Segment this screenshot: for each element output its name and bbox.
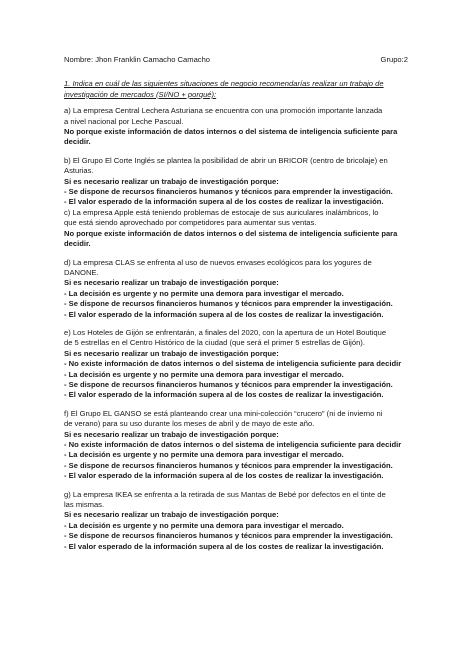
situation-line: de 5 estrellas en el Centro Histórico de la ciudad (que será el primer 5 estrellas de Gijón). bbox=[64, 338, 365, 348]
answer-line: Si es necesario realizar un trabajo de investigación porque: bbox=[64, 176, 279, 186]
answer-line: - No existe información de datos internos o del sistema de inteligencia suficiente para decidir bbox=[64, 440, 402, 449]
answer-paragraph bbox=[64, 106, 414, 148]
answer-line: Si es necesario realizar un trabajo de investigación porque: bbox=[64, 278, 279, 288]
answer-line: - La decisión es urgente y no permite una demora para investigar el mercado. bbox=[64, 369, 344, 379]
answer-paragraph bbox=[64, 258, 414, 320]
answer-line: No porque existe información de datos internos o del sistema de inteligencia suficiente para bbox=[64, 127, 398, 137]
answer-line: - La decisión es urgente y no permite una demora para investigar el mercado. bbox=[64, 450, 344, 460]
answer-line: Si es necesario realizar un trabajo de investigación porque: bbox=[64, 510, 279, 520]
answer-line: - Se dispone de recursos financieros humanos y técnicos para emprender la investigación. bbox=[64, 299, 393, 309]
group-label: Grupo:2 bbox=[380, 55, 408, 64]
situation-line: g) La empresa IKEA se enfrenta a la retirada de sus Mantas de Bebé por defectos en el tinte de bbox=[64, 489, 386, 499]
answer-line: - El valor esperado de la información supera al de los costes de realizar la investigación. bbox=[64, 471, 384, 481]
situation-line: c) La empresa Apple está teniendo problemas de estocaje de sus auriculares inalámbricos, lo bbox=[64, 207, 379, 217]
situation-line: de verano) para su uso durante los meses de abril y de mayo de este año. bbox=[64, 419, 315, 429]
answer-paragraph bbox=[64, 409, 414, 482]
answer-line: Si es necesario realizar un trabajo de investigación porque: bbox=[64, 429, 279, 439]
answer-paragraph bbox=[64, 328, 414, 401]
answer-line: - El valor esperado de la información supera al de los costes de realizar la investigación. bbox=[64, 541, 384, 551]
answer-line: Si es necesario realizar un trabajo de investigación porque: bbox=[64, 348, 279, 358]
answer-line: - Se dispone de recursos financieros humanos y técnicos para emprender la investigación. bbox=[64, 531, 393, 541]
answer-line: No porque existe información de datos internos o del sistema de inteligencia suficiente para bbox=[64, 228, 398, 238]
answer-line: - Se dispone de recursos financieros humanos y técnicos para emprender la investigación. bbox=[64, 379, 393, 389]
answer-line: - Se dispone de recursos financieros humanos y técnicos para emprender la investigación. bbox=[64, 187, 393, 197]
student-name: Nombre: Jhon Franklin Camacho Camacho bbox=[64, 55, 211, 64]
answer-line: - Se dispone de recursos financieros humanos y técnicos para emprender la investigación. bbox=[64, 460, 393, 470]
situation-line: que está siendo aprovechado por competidores para aumentar sus ventas. bbox=[64, 218, 317, 228]
situation-line: Asturias. bbox=[64, 166, 94, 176]
answers-list bbox=[64, 106, 414, 552]
answer-line: - La decisión es urgente y no permite una demora para investigar el mercado. bbox=[64, 520, 344, 530]
situation-line: a) La empresa Central Lechera Asturiana se encuentra con una promoción importante lanzada bbox=[64, 106, 383, 116]
situation-line: f) El Grupo EL GANSO se está planteando crear una mini-colección “crucero” (ni de invierno ni bbox=[64, 408, 383, 418]
situation-line: e) Los Hoteles de Gijón se enfrentarán, a finales del 2020, con la apertura de un Hotel Boutique bbox=[64, 327, 387, 337]
situation-line: b) El Grupo El Corte Inglés se plantea la posibilidad de abrir un BRICOR (centro de bricolaje) en bbox=[64, 155, 388, 165]
answer-line: - La decisión es urgente y no permite una demora para investigar el mercado. bbox=[64, 288, 344, 298]
answer-line: - El valor esperado de la información supera al de los costes de realizar la investigación. bbox=[64, 309, 384, 319]
answer-paragraph bbox=[64, 156, 414, 250]
situation-line: DANONE. bbox=[64, 267, 99, 277]
answer-line: - El valor esperado de la información supera al de los costes de realizar la investigación. bbox=[64, 390, 384, 400]
answer-line: decidir. bbox=[64, 137, 91, 147]
answer-line: - El valor esperado de la información supera al de los costes de realizar la investigación. bbox=[64, 197, 384, 207]
answer-line: - No existe información de datos internos o del sistema de inteligencia suficiente para decidir bbox=[64, 359, 402, 369]
answer-paragraph bbox=[64, 490, 414, 552]
situation-line: las mismas. bbox=[64, 500, 105, 510]
question-heading: 1. Indica en cuál de las siguientes situaciones de negocio recomendarías realizar un trabajo de investigación de mercados (SI/NO + porqué): bbox=[64, 79, 384, 99]
answer-line: decidir. bbox=[64, 239, 91, 249]
situation-line: d) La empresa CLAS se enfrenta al uso de nuevos envases ecológicos para los yogures de bbox=[64, 257, 372, 267]
situation-line: a nivel nacional por Leche Pascual. bbox=[64, 116, 184, 126]
header bbox=[64, 55, 414, 65]
